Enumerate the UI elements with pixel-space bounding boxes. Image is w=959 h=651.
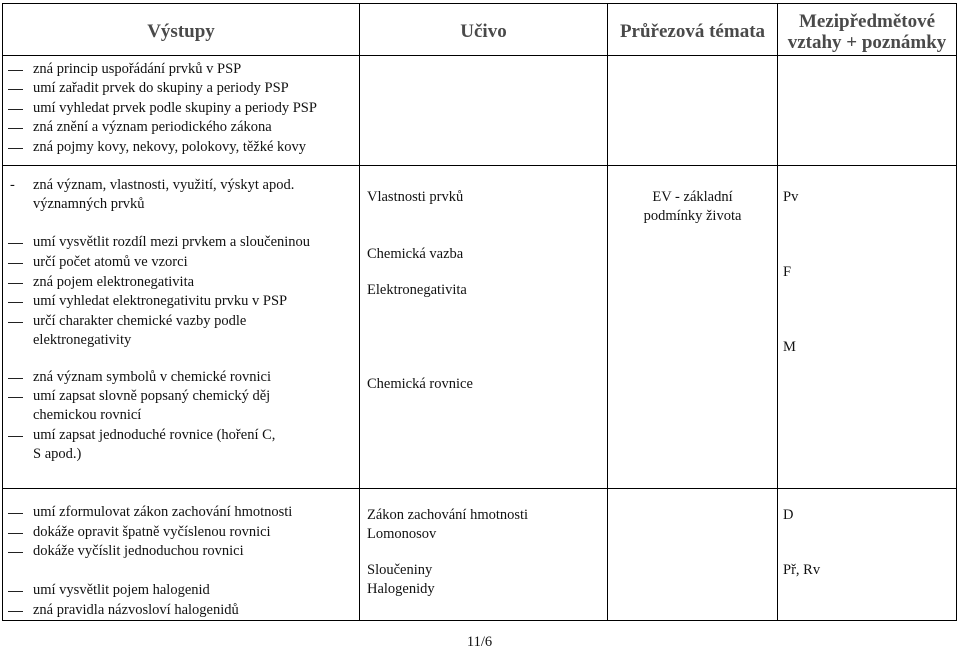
header-row-divider [2,55,957,56]
header-mezipredmetove-line2: vztahy + poznámky [787,32,947,53]
mezipredmetove-item: D [783,507,794,523]
header-prurezova-temata: Průřezová témata [619,21,766,42]
column-divider [777,3,778,621]
list-bullet [8,128,23,129]
ucivo-item: Lomonosov [367,526,437,542]
list-item-continuation: elektronegativity [33,332,132,348]
list-bullet [8,533,23,534]
list-bullet [8,513,23,514]
list-item: umí vysvětlit rozdíl mezi prvkem a sloučeninou [33,234,311,250]
table-border-top [2,3,957,4]
list-item: zná význam, vlastnosti, využití, výskyt apod. [33,177,295,193]
list-bullet [8,552,23,553]
list-item: dokáže vyčíslit jednoduchou rovnici [33,543,244,559]
list-bullet [8,591,23,592]
header-ucivo: Učivo [460,21,507,42]
row-divider [2,165,957,166]
list-item: zná princip uspořádání prvků v PSP [33,61,242,77]
ucivo-item: Chemická rovnice [367,376,473,392]
table-border-left [2,3,3,621]
mezipredmetove-item: Pv [783,189,799,205]
list-item-continuation: chemickou rovnicí [33,407,142,423]
mezipredmetove-item: Př, Rv [783,562,821,578]
column-divider [359,3,360,621]
list-bullet [8,148,23,149]
list-marker: - [10,177,15,193]
list-item: zná význam symbolů v chemické rovnici [33,369,271,385]
mezipredmetove-item: M [783,339,796,355]
table-border-bottom [2,620,957,621]
ucivo-item: Halogenidy [367,581,435,597]
list-bullet [8,70,23,71]
list-item: dokáže opravit špatně vyčíslenou rovnici [33,524,271,540]
list-item-continuation: S apod.) [33,446,82,462]
list-bullet [8,302,23,303]
list-bullet [8,611,23,612]
ucivo-item: Chemická vazba [367,246,464,262]
header-mezipredmetove: Mezipředmětové [798,11,936,32]
list-item: umí zformulovat zákon zachování hmotnosti [33,504,293,520]
list-bullet [8,109,23,110]
ucivo-item: Sloučeniny [367,562,433,578]
list-bullet [8,243,23,244]
list-item: umí vyhledat elektronegativitu prvku v PSP [33,293,288,309]
list-item: umí vysvětlit pojem halogenid [33,582,210,598]
ucivo-item: Elektronegativita [367,282,467,298]
prurezova-item-continuation: podmínky života [643,208,742,224]
list-item: zná pojmy kovy, nekovy, polokovy, těžké kovy [33,139,307,155]
list-item: umí zapsat slovně popsaný chemický děj [33,388,271,404]
list-item: určí charakter chemické vazby podle [33,313,247,329]
list-item-continuation: významných prvků [33,196,145,212]
list-bullet [8,89,23,90]
mezipredmetove-item: F [783,264,792,280]
list-bullet [8,378,23,379]
list-item: umí zařadit prvek do skupiny a periody PSP [33,80,289,96]
list-bullet [8,436,23,437]
list-item: zná znění a význam periodického zákona [33,119,272,135]
ucivo-item: Zákon zachování hmotnosti [367,507,529,523]
header-vystupy: Výstupy [147,21,215,42]
list-item: určí počet atomů ve vzorci [33,254,188,270]
list-item: umí zapsat jednoduché rovnice (hoření C, [33,427,276,443]
list-item: zná pravidla názvosloví halogenidů [33,602,239,618]
list-bullet [8,283,23,284]
page-number: 11/6 [466,634,493,650]
list-item: umí vyhledat prvek podle skupiny a periody PSP [33,100,317,116]
list-bullet [8,263,23,264]
list-item: zná pojem elektronegativita [33,274,195,290]
row-divider [2,488,957,489]
column-divider [607,3,608,621]
list-bullet [8,322,23,323]
table-border-right [956,3,957,621]
prurezova-item: EV - základní [652,189,733,205]
ucivo-item: Vlastnosti prvků [367,189,464,205]
list-bullet [8,397,23,398]
